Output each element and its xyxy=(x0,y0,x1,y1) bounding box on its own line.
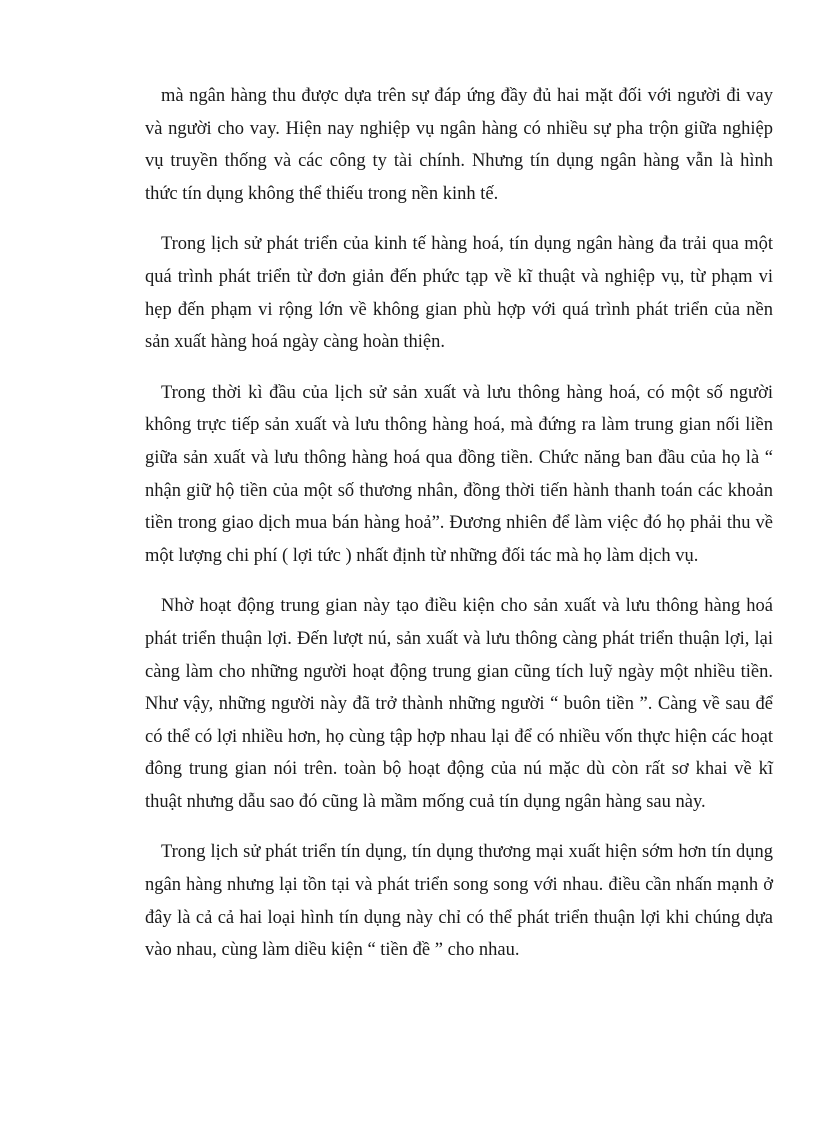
document-body xyxy=(145,80,773,967)
paragraph-3: Trong thời kì đầu của lịch sử sản xuất và lưu thông hàng hoá, có một số người không trực tiếp sản xuất và lưu thông hàng hoá, mà đứng ra làm trung gian nối liền giữa sản xuất và lưu thông hàng hoá qua đồng tiền. Chức năng ban đầu của họ là “ nhận giữ hộ tiền của một số thương nhân, đồng thời tiến hành thanh toán các khoản tiền trong giao dịch mua bán hàng hoả”. Đương nhiên để làm việc đó họ phải thu về một lượng chi phí ( lợi tức ) nhất định từ những đối tác mà họ làm dịch vụ. xyxy=(145,382,773,566)
paragraph-1: mà ngân hàng thu được dựa trên sự đáp ứng đầy đủ hai mặt đối với người đi vay và người cho vay. Hiện nay nghiệp vụ ngân hàng có nhiều sự pha trộn giữa nghiệp vụ truyền thống và các công ty tài chính. Nhưng tín dụng ngân hàng vẫn là hình thức tín dụng không thể thiếu trong nền kinh tế. xyxy=(145,86,773,204)
paragraph-gap xyxy=(145,572,773,590)
paragraph-2: Trong lịch sử phát triển của kinh tế hàng hoá, tín dụng ngân hàng đa trải qua một quá trình phát triển từ đơn giản đến phức tạp về kĩ thuật và nghiệp vụ, từ phạm vi hẹp đến phạm vi rộng lớn về không gian phù hợp với quá trình phát triển của nền sản xuất hàng hoá ngày càng hoàn thiện. xyxy=(145,234,773,353)
paragraph-4: Nhờ hoạt động trung gian này tạo điều kiện cho sản xuất và lưu thông hàng hoá phát triển thuận lợi. Đến lượt nú, sản xuất và lưu thông càng phát triển thuận lợi, lại càng làm cho những người hoạt động trung gian cũng tích luỹ ngày một nhiều tiền. Như vậy, những người này đã trở thành những người “ buôn tiền ”. Càng về sau để có thể có lợi nhiều hơn, họ cùng tập hợp nhau lại để có nhiều vốn thực hiện các hoạt đông trung gian nói trên. toàn bộ hoạt động của nú mặc dù còn rất sơ khai về kĩ thuật nhưng dẫu sao đó cũng là mầm mống cuả tín dụng ngân hàng sau này. xyxy=(145,596,773,812)
paragraph-gap xyxy=(145,359,773,377)
paragraph-gap xyxy=(145,818,773,836)
paragraph-5: Trong lịch sử phát triển tín dụng, tín dụng thương mại xuất hiện sớm hơn tín dụng ngân hàng nhưng lại tồn tại và phát triển song song với nhau. điều cần nhấn mạnh ở đây là cả cả hai loại hình tín dụng này chỉ có thể phát triển thuận lợi khi chúng dựa vào nhau, cùng làm diều kiện “ tiền đề ” cho nhau. xyxy=(145,842,773,961)
paragraph-gap xyxy=(145,210,773,228)
